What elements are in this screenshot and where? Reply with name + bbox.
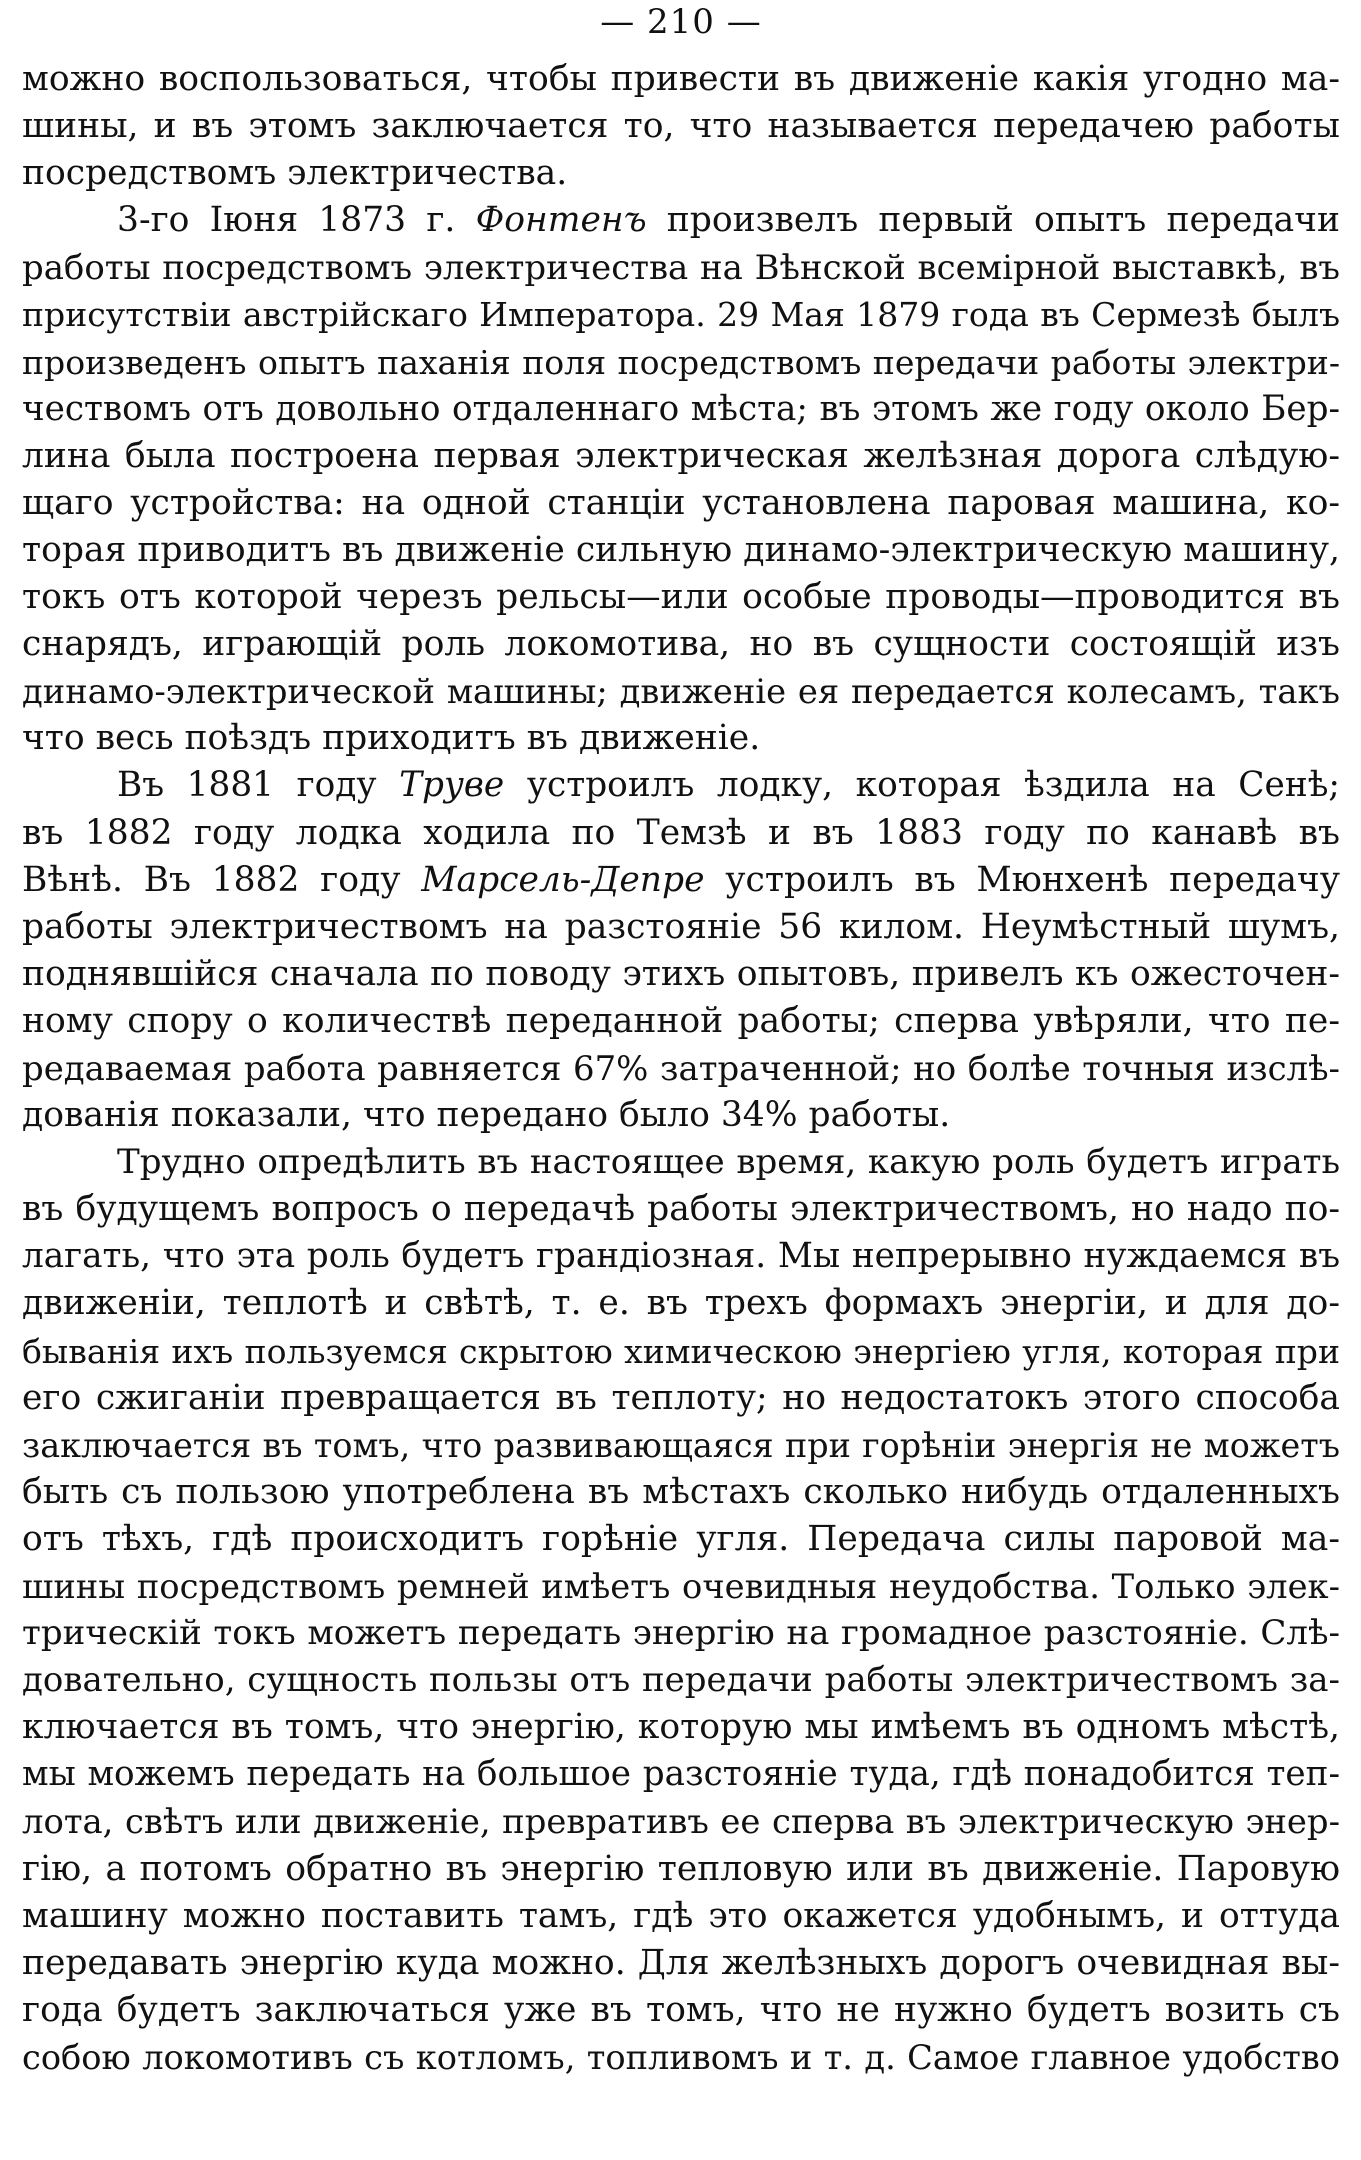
text-line: шины посредствомъ ремней имѣетъ очевидныя неудобства. Только элек- (22, 1567, 1340, 1606)
text-line: заключается въ томъ, что развивающаяся при горѣнiи энергiя не можетъ (22, 1425, 1340, 1465)
person-name: Марсель-Депре (421, 859, 705, 900)
text-line: мы можемъ передать на большое разстоянiе туда, гдѣ понадобится теп- (22, 1754, 1340, 1795)
text-line: лота, свѣтъ или движенiе, превративъ ее сперва въ электрическую энер- (22, 1802, 1340, 1842)
text-line: торая приводитъ въ движенiе сильную динамо-электрическую машину, (22, 529, 1340, 570)
paragraph-2 (22, 197, 1340, 762)
text-fragment: устроилъ въ Мюнхенѣ передачу (704, 859, 1340, 900)
text-line: трическiй токъ можетъ передать энергiю на громадное разстоянiе. Слѣ- (22, 1613, 1340, 1654)
text-line: снарядъ, играющiй роль локомотива, но въ сущности состоящiй изъ (22, 624, 1340, 665)
text-line: Трудно опредѣлить въ настоящее время, какую роль будетъ играть (117, 1142, 1340, 1183)
text-line: щаго устройства: на одной станцiи установлена паровая машина, ко- (22, 482, 1340, 523)
text-line (22, 197, 1340, 244)
text-line: довательно, сущность пользы отъ передачи работы электричествомъ за- (22, 1660, 1340, 1701)
text-line: динамо-электрической машины; движенiе ея передается колесамъ, такъ (22, 672, 1340, 712)
text-line: въ будущемъ вопросъ о передачѣ работы электричествомъ, но надо по- (22, 1189, 1340, 1230)
text-line: собою локомотивъ съ котломъ, топливомъ и т. д. Самое главное удобство (22, 2037, 1340, 2077)
text-line: чествомъ отъ довольно отдаленнаго мѣста; въ этомъ же году около Бер- (22, 388, 1340, 429)
text-line: токъ отъ которой черезъ рельсы—или особые проводы—проводится въ (22, 577, 1340, 618)
paragraph-1 (22, 56, 1340, 197)
text-fragment: 3-го Iюня 1873 г. (117, 200, 476, 241)
text-fragment: Вѣнѣ. Въ 1882 году (22, 859, 422, 900)
text-line: дованiя показали, что передано было 34% работы. (22, 1095, 951, 1136)
text-line: что весь поѣздъ приходитъ въ движенiе. (22, 718, 761, 759)
text-line: быванiя ихъ пользуемся скрытою химическою энергiею угля, которая при (22, 1331, 1340, 1371)
text-line: шины, и въ этомъ заключается то, что называется передачею работы (22, 106, 1340, 147)
text-line: въ 1882 году лодка ходила по Темзѣ и въ 1883 году по канавѣ въ (22, 812, 1340, 853)
person-name: Фонтенъ (475, 200, 647, 241)
text-line: года будетъ заключаться уже въ томъ, что не нужно будетъ возить съ (22, 1989, 1340, 2030)
text-line: можно воспользоваться, чтобы привести въ движенiе какiя угодно ма- (22, 59, 1340, 99)
text-line: ключается въ томъ, что энергiю, которую мы имѣемъ въ одномъ мѣстѣ, (22, 1707, 1340, 1748)
text-line: поднявшiйся сначала по поводу этихъ опытовъ, привелъ къ ожесточен- (22, 953, 1340, 994)
person-name: Труве (399, 765, 505, 806)
text-line: произведенъ опытъ паханiя поля посредствомъ передачи работы электри- (22, 342, 1340, 382)
text-line (22, 762, 1340, 809)
paragraph-3 (22, 762, 1340, 1139)
text-line: ному спору о количествѣ переданной работы; сперва увѣряли, что пе- (22, 1000, 1340, 1041)
text-line: машину можно поставить тамъ, гдѣ это окажется удобнымъ, и оттуда (22, 1895, 1340, 1936)
text-line: отъ тѣхъ, гдѣ происходитъ горѣнiе угля. Передача силы паровой ма- (22, 1518, 1340, 1559)
text-line: движенiи, теплотѣ и свѣтѣ, т. е. въ трехъ формахъ энергiи, и для до- (22, 1283, 1340, 1324)
text-line: посредствомъ электричества. (22, 153, 568, 194)
text-line: лагать, что эта роль будетъ грандiозная. Мы непрерывно нуждаемся въ (22, 1236, 1340, 1277)
text-line: работы электричествомъ на разстоянiе 56 килом. Неумѣстный шумъ, (22, 906, 1340, 947)
text-line: лина была построена первая электрическая желѣзная дорога слѣдую- (22, 435, 1340, 476)
text-line: присутствiи австрiйскаго Императора. 29 Мая 1879 года въ Сермезѣ былъ (22, 295, 1340, 335)
text-fragment: Въ 1881 году (117, 765, 400, 806)
text-line: работы посредствомъ электричества на Вѣнской всемiрной выставкѣ, въ (22, 248, 1340, 288)
book-page (22, 0, 1340, 2081)
page-number: — 210 — (600, 2, 762, 42)
text-fragment: устроилъ лодку, которая ѣздила на Сенѣ; (504, 765, 1340, 806)
text-line: редаваемая работа равняется 67% затраченной; но болѣе точныя изслѣ- (22, 1048, 1340, 1088)
text-line: передавать энергiю куда можно. Для желѣзныхъ дорогъ очевидная вы- (22, 1942, 1340, 1983)
text-line: быть съ пользою употреблена въ мѣстахъ сколько нибудь отдаленныхъ (22, 1471, 1340, 1512)
text-line: его сжиганiи превращается въ теплоту; но недостатокъ этого способа (22, 1377, 1340, 1418)
text-line (22, 857, 1340, 904)
text-line: гiю, а потомъ обратно въ энергiю тепловую или въ движенiе. Паровую (22, 1848, 1340, 1889)
text-fragment: произвелъ первый опытъ передачи (646, 200, 1340, 241)
paragraph-4 (22, 1139, 1340, 2081)
